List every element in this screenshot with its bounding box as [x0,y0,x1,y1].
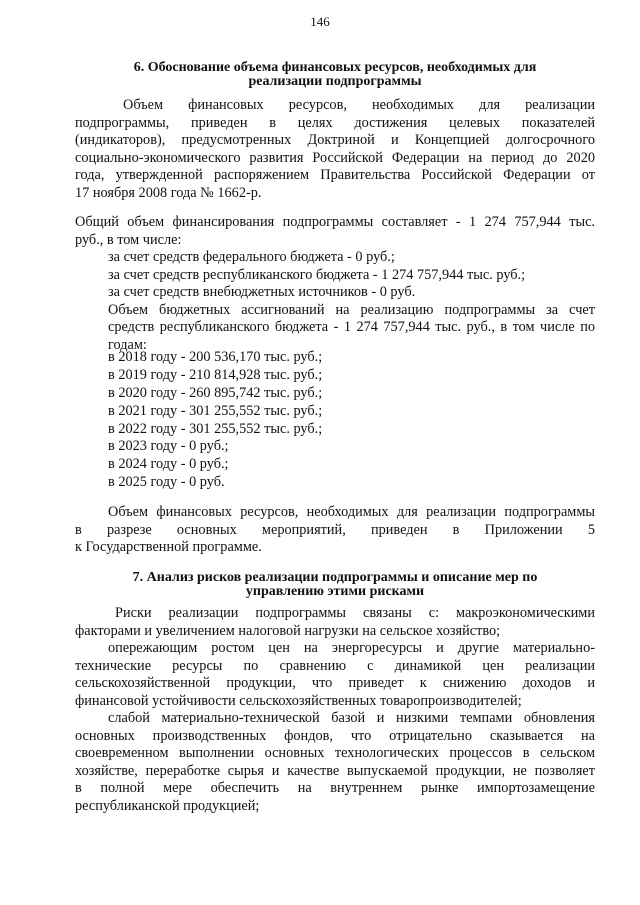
resources-appendix-line-2: в разрезе основных мероприятий, приведен в Приложении 5 [75,521,595,538]
source-republican: за счет средств республиканского бюджета - 1 274 757,944 тыс. руб.; [108,266,526,283]
risks-intro-line-1: Риски реализации подпрограммы связаны с: макроэкономическими [115,605,595,621]
section-6-para-1-line-5: года, утвержденной распоряжением Правительства Российской Федерации от [75,167,595,183]
year-2024-amount: в 2024 году - 0 руб.; [108,456,229,472]
year-2025-amount: в 2025 году - 0 руб. [108,474,225,490]
budget-allocation-line-3: годам: [108,336,147,353]
section-7-heading-line-2: управлению этими рисками [245,584,425,599]
total-funding-line-1: Общий объем финансирования подпрограммы составляет - 1 274 757,944 тыс. [75,214,595,230]
year-2022-amount: в 2022 году - 301 255,552 тыс. руб.; [108,420,323,437]
source-extrabudgetary: за счет средств внебюджетных источников - 0 руб. [108,284,416,300]
risk-weak-base-line-6: республиканской продукцией; [75,797,260,814]
risk-weak-base-line-1: слабой материально-технической базой и низкими темпами обновления [108,710,595,726]
section-6-heading-line-2: реализации подпрограммы [248,74,422,89]
resources-appendix-line-1: Объем финансовых ресурсов, необходимых для реализации подпрограммы [108,504,595,520]
risk-weak-base-line-4: хозяйстве, переработке сырья и качестве выпускаемой продукции, не позволяет [75,762,595,779]
section-6-para-1-line-3: (индикаторов), предусмотренных Доктриной и Концепцией долгосрочного [75,132,595,148]
risk-weak-base-line-3: своевременном выполнении основных технологических процессов в сельском [75,745,595,761]
section-6-para-1-line-2: подпрограммы, приведен в целях достижения целевых показателей [75,114,595,131]
section-6-para-1-line-4: социально-экономического развития Российской Федерации на период до 2020 [75,149,595,166]
budget-allocation-line-1: Объем бюджетных ассигнований на реализацию подпрограммы за счет [108,301,595,318]
page-number: 146 [310,14,330,29]
year-2023-amount: в 2023 году - 0 руб.; [108,438,229,454]
section-6-para-1-line-1: Объем финансовых ресурсов, необходимых для реализации [123,97,595,113]
source-federal: за счет средств федерального бюджета - 0 руб.; [108,249,395,265]
risk-price-growth-line-2: технические ресурсы по сравнению с динамикой цен реализации [75,657,595,674]
risk-price-growth-line-3: сельскохозяйственной продукции, что приведет к снижению доходов и [75,675,595,691]
total-funding-line-2: руб., в том числе: [75,231,182,248]
year-2019-amount: в 2019 году - 210 814,928 тыс. руб.; [108,367,323,383]
budget-allocation-line-2: средств республиканского бюджета - 1 274 757,944 тыс. руб., в том числе по [108,319,595,335]
risk-weak-base-line-2: основных производственных фондов, что отрицательно сказывается на [75,727,595,744]
risk-weak-base-line-5: в полной мере обеспечить на внутреннем рынке импортозамещение [75,780,595,796]
risks-intro-line-2: факторами и увеличением налоговой нагрузки на сельское хозяйство; [75,622,501,639]
section-6-para-1-line-6: 17 ноября 2008 года № 1662-р. [75,184,262,201]
section-6-heading-line-1: 6. Обоснование объема финансовых ресурсов, необходимых для [133,60,537,75]
year-2021-amount: в 2021 году - 301 255,552 тыс. руб.; [108,403,323,419]
risk-price-growth-line-1: опережающим ростом цен на энергоресурсы и другие материально- [108,640,595,656]
year-2020-amount: в 2020 году - 260 895,742 тыс. руб.; [108,385,323,401]
year-2018-amount: в 2018 году - 200 536,170 тыс. руб.; [108,349,323,365]
section-7-heading-line-1: 7. Анализ рисков реализации подпрограммы и описание мер по [132,570,538,585]
risk-price-growth-line-4: финансовой устойчивости сельскохозяйственных товаропроизводителей; [75,692,522,709]
resources-appendix-line-3: к Государственной программе. [75,539,262,555]
